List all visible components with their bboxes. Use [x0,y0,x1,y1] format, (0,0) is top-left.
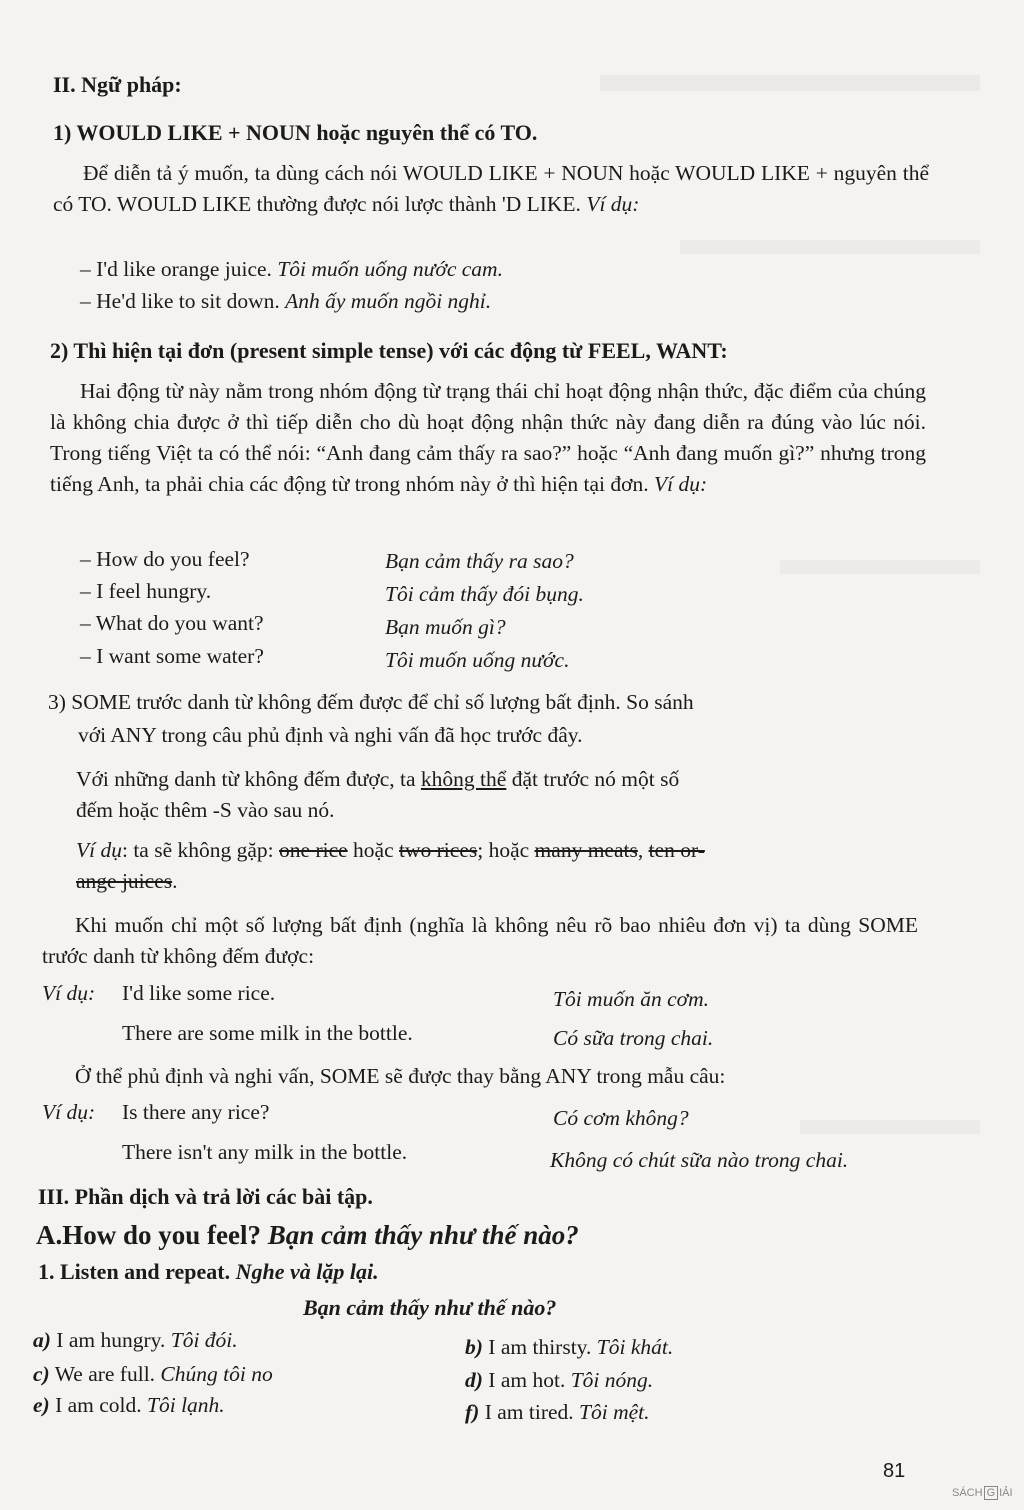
item-en: I am hot. [488,1368,566,1392]
example-en: – I feel hungry. [80,579,212,603]
example-line [80,257,503,282]
item-en: I am hungry. [56,1328,166,1352]
paragraph-text: Hai động từ này nằm trong nhóm động từ trạng thái chỉ hoạt động nhận thức, đặc điểm của chúng là không chia được ở thì tiếp diễn cho dù hoạt động nhận thức này đang diễn ra đúng vào lúc nói. Trong tiếng Việt ta có thể nói: “Anh đang cảm thấy ra sao?” hoặc “Anh đang muốn gì?” nhưng trong tiếng Anh, ta phải chia các động từ trong nhóm này ở thì hiện tại đơn. [50,379,926,496]
subsection-1-title: 1) WOULD LIKE + NOUN hoặc nguyên thể có TO. [53,120,538,145]
example-en: There isn't any milk in the bottle. [122,1140,408,1164]
lesson-a-title [36,1220,579,1251]
section-title-translation: III. Phần dịch và trả lời các bài tập. [38,1184,373,1209]
item-en: We are full. [54,1362,156,1386]
item-label: e) [33,1393,50,1417]
struck-text: many meats [534,838,638,862]
title-vi: Bạn cảm thấy như thế nào? [267,1220,579,1250]
subsection-1-body [53,158,929,220]
item-en: I am tired. [484,1400,574,1424]
example-en: There are some milk in the bottle. [122,1021,413,1045]
example-vi: Tôi muốn ăn cơm. [553,987,710,1011]
example-vi: Tôi muốn uống nước. [385,648,570,672]
title-en: 1. Listen and repeat. [38,1259,231,1284]
item-label: f) [465,1400,480,1424]
text-run: đặt trước nó một số [511,767,680,791]
struck-text: two rices [399,838,478,862]
example-en: – How do you feel? [80,547,250,571]
example-line [80,289,491,314]
vidu-label: Ví dụ: [42,981,96,1005]
example-vi: Bạn cảm thấy ra sao? [385,549,574,573]
item-label: a) [33,1328,51,1352]
struck-text: ange juices [76,869,173,893]
exercise-item [33,1328,238,1353]
example-en: Is there any rice? [122,1100,270,1124]
text-run: ; hoặc [477,838,530,862]
example-vi: Anh ấy muốn ngồi nghỉ. [285,289,492,313]
watermark-box-letter: G [984,1486,999,1500]
item-vi: Tôi đói. [170,1328,238,1352]
vidu-label: Ví dụ: [654,472,708,496]
subsection-3-p1-line2: đếm hoặc thêm -S vào sau nó. [76,798,335,822]
example-en: I'd like some rice. [122,981,276,1005]
subsection-3-title-line2: với ANY trong câu phủ định và nghi vấn đã học trước đây. [78,723,583,747]
example-en: – What do you want? [80,611,264,635]
item-label: d) [465,1368,483,1392]
example-en: – I'd like orange juice. [80,257,272,281]
text-run: : ta sẽ không gặp: [121,838,274,862]
exercise-1-title [38,1259,379,1285]
vidu-label: Ví dụ: [42,1100,96,1124]
title-en: A.How do you feel? [36,1220,261,1250]
example-vi: Tôi cảm thấy đói bụng. [385,582,584,606]
exercise-item [465,1400,650,1425]
subsection-2-title: 2) Thì hiện tại đơn (present simple tense) với các động từ FEEL, WANT: [50,338,728,363]
paragraph-text: Để diễn tả ý muốn, ta dùng cách nói WOULD LIKE + NOUN hoặc WOULD LIKE + nguyên thể có TO. WOULD LIKE thường được nói lược thành 'D LIKE. [53,161,929,216]
item-en: I am cold. [55,1393,142,1417]
subsection-2-body [50,376,926,500]
exercise-item [465,1335,673,1360]
struck-text: one rice [279,838,348,862]
vidu-label: Ví dụ: [586,192,640,216]
exercise-item [33,1393,225,1418]
exercise-1-subtitle: Bạn cảm thấy như thế nào? [303,1295,557,1320]
subsection-3-title-line1: 3) SOME trước danh từ không đếm được để chỉ số lượng bất định. So sánh [48,690,694,714]
example-vi: Có sữa trong chai. [553,1026,714,1050]
exercise-item [465,1368,653,1393]
struck-text: ten or- [648,838,705,862]
watermark-text: IẢI [999,1487,1013,1499]
item-vi: Tôi nóng. [570,1368,654,1392]
text-run: , [637,838,644,862]
subsection-3-p4: Ở thể phủ định và nghi vấn, SOME sẽ được thay bằng ANY trong mẫu câu: [75,1064,726,1088]
subsection-3-p2-line1 [76,838,705,863]
example-vi: Không có chút sữa nào trong chai. [550,1148,849,1172]
underlined-text: không thể [420,767,507,791]
item-vi: Tôi mệt. [579,1400,650,1424]
item-vi: Tôi lạnh. [147,1393,225,1417]
title-vi: Nghe và lặp lại. [235,1259,379,1284]
text-run: Với những danh từ không đếm được, ta [76,767,416,791]
item-vi: Chúng tôi no [160,1362,273,1386]
text-run: . [172,869,178,893]
item-vi: Tôi khát. [596,1335,674,1359]
example-vi: Có cơm không? [553,1106,689,1130]
item-label: b) [465,1335,483,1359]
vidu-label: Ví dụ [76,838,122,862]
subsection-3-p1-line1 [76,767,679,792]
watermark-logo [952,1486,1013,1500]
subsection-3-p3: Khi muốn chỉ một số lượng bất định (nghĩa là không nêu rõ bao nhiêu đơn vị) ta dùng SOME trước danh từ không đếm được: [42,913,918,968]
section-title-grammar: II. Ngữ pháp: [53,72,182,97]
example-vi: Tôi muốn uống nước cam. [277,257,503,281]
item-label: c) [33,1362,50,1386]
example-en: – I want some water? [80,644,264,668]
exercise-item [33,1362,273,1387]
text-run: hoặc [353,838,394,862]
watermark-text: SÁCH [952,1487,983,1499]
example-vi: Bạn muốn gì? [385,615,506,639]
page-number: 81 [883,1460,906,1482]
subsection-3-p2-line2 [76,869,178,894]
example-en: – He'd like to sit down. [80,289,280,313]
item-en: I am thirsty. [488,1335,592,1359]
